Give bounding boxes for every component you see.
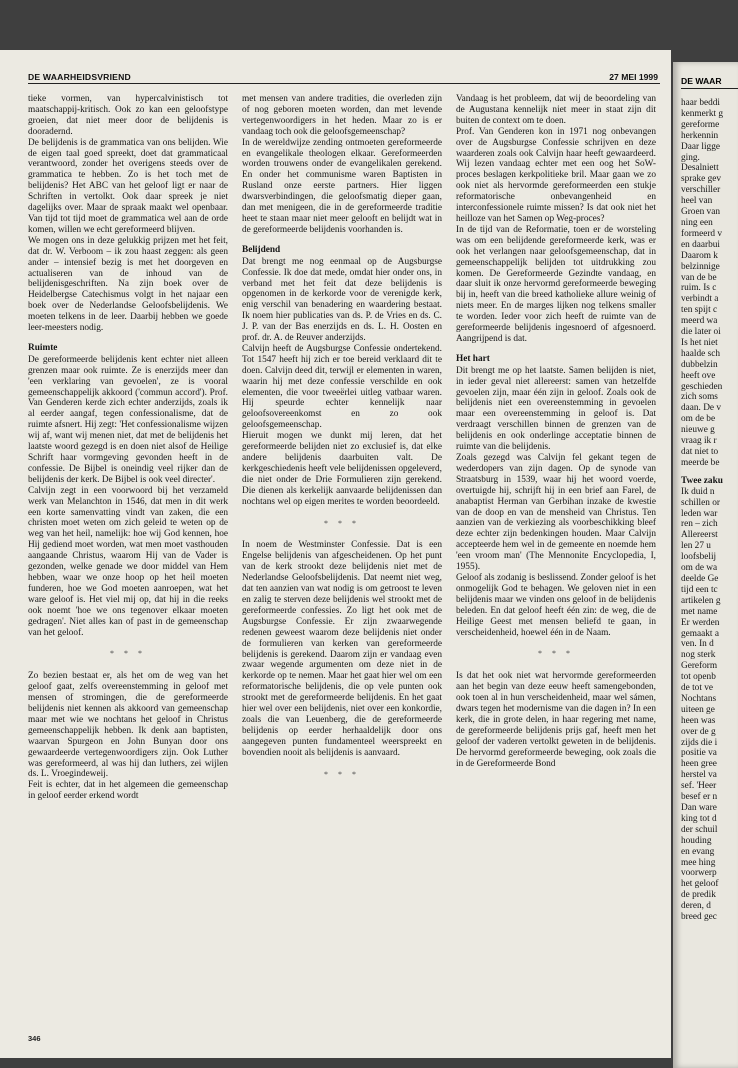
next-page-line: voorwerp	[681, 868, 717, 879]
next-page-line: uiteen ge	[681, 704, 715, 715]
next-page-line: Er werden	[681, 617, 720, 628]
next-page-line: Daarom k	[681, 250, 718, 261]
next-page-line: ren – zich	[681, 519, 718, 530]
paragraph: Vandaag is het probleem, dat wij de beoordeling van de Augustana kennelijk niet meer in staat zijn dit buiten de context om te doen.	[456, 94, 656, 126]
next-page-line: en daarbui	[681, 239, 720, 250]
next-page-line: en evang	[681, 846, 715, 857]
next-page-line: mee hing	[681, 857, 716, 868]
paragraph: Is dat het ook niet wat hervormde gereformeerden aan het begin van deze eeuw heeft samengebonden, ook toen al in hun verscheidenheid, maar wel sámen, dwars tegen het modernisme van die dagen in? In een kerk, die in grote delen, in haar regering met name, de gereformeerde belijdenis prijs gaf, heeft men het geloof der vaderen vertolkt geweten in de belijdenis. De hervormd gereformeerde beweging, ook zoals die in de Gereformeerde Bond	[456, 671, 656, 769]
next-page-line: die later oi	[681, 327, 721, 338]
next-page-line: Is het niet	[681, 337, 718, 348]
next-page-line: verschiller	[681, 185, 721, 196]
next-page-line: nog sterk	[681, 650, 716, 661]
next-page-line: verbindt a	[681, 294, 719, 305]
next-page-line: der schuil	[681, 824, 718, 835]
next-page-heading: Twee zaku	[681, 475, 723, 486]
next-page-line: positie va	[681, 748, 717, 759]
section-divider: * * *	[324, 518, 360, 528]
section-divider: * * *	[110, 649, 146, 659]
next-page-line: Desalniett	[681, 163, 719, 174]
next-page-line: om de be	[681, 414, 716, 425]
next-page-line: nieuwe g	[681, 425, 715, 436]
next-page-column	[681, 98, 738, 923]
next-page-line: haalde sch	[681, 348, 720, 359]
next-page-line: heen gree	[681, 759, 717, 770]
next-page-line: dat niet to	[681, 447, 719, 457]
next-page-line: heeft ove	[681, 370, 716, 381]
text-column-3	[456, 94, 656, 769]
next-page-line: king tot d	[681, 813, 717, 824]
next-page-line: vraag ik r	[681, 436, 717, 447]
next-page-line: artikelen g	[681, 595, 721, 606]
page-number: 346	[28, 1034, 41, 1043]
next-page-rule	[681, 88, 738, 89]
paragraph: In noem de Westminster Confessie. Dat is een Engelse belijdenis van afgescheidenen. Op het punt van de kerk strookt deze belijdenis niet met de Nederlandse Geloofsbelijdenis. Dat neemt niet weg, dat ten aanzien van wat nodig is om getroost te leven en zalig te sterven deze belijdenis wel strookt met de gereformeerde confessies. Zo ligt het ook met de Augsburgse Confessie. Er zijn zwaarwegende redenen geweest waarom deze belijdenis niet onder de formulieren van kerken van gereformeerde belijdenis is gerekend. Daarom zijn er vandaag even zwaar wegende argumenten om deze niet in de kerkorde op te nemen. Maar het gaat hier wel om een reformatorische belijdenis, die op vele punten ook strookt met de gereformeerde belijdenis. En het gaat hier wel over een belijdenis, niet over een konkordie, zoals die van Leuenberg, die de gereformeerde belijdenis op eerder herhaaldelijk door ons aangegeven punten fundamenteel weerspreekt en bovendien nooit als belijdenis is aanvaard.	[242, 540, 442, 758]
next-page-line: gemaakt a	[681, 628, 719, 639]
next-page-line: ging.	[681, 152, 700, 163]
paragraph: Feit is echter, dat in het algemeen die gemeenschap in geloof eerder erkend wordt	[28, 780, 228, 802]
next-page-line: Groen van	[681, 207, 720, 218]
next-page-line: heen was	[681, 715, 716, 726]
next-page-line: om de wa	[681, 563, 718, 574]
paragraph: met mensen van andere tradities, die overleden zijn of nog geboren moeten worden, dan met levende vertegenwoordigers in het heden. Maar zo is er vandaag toch ook die geloofsgemeenschap?	[242, 94, 442, 137]
paragraph: Zoals gezegd was Calvijn fel gekant tegen de wederdopers van zijn dagen. Op de synode van Straatsburg in 1539, waar hij het woord voerde, overtuigde hij, schrijft hij in een brief aan Farel, de anabaptist Herman van Gerbihan inzake de kwestie van de doop en van de mensheid van Christus. Ten aanzien van de verkiezing als voorbeschikking bleef deze echter zijn bedenkingen houden. Maar Calvijn accepteerde hem wel in de gemeente en noemde hem 'een vroom man' (The Mennonite Encyclopedia, I, 1955).	[456, 453, 656, 573]
next-page-line: Nochtans	[681, 693, 717, 704]
paragraph: Geloof als zodanig is beslissend. Zonder geloof is het onmogelijk God te behagen. We geloven niet in een belijdenis maar we vinden ons geloof in de belijdenis beleden. En dat geloof heeft één zin: de weg, die de Heilige Geest met mensen beliefd te gaan, in verscheidenheid, hoewel één in de Naam.	[456, 572, 656, 638]
next-page-line: meerde be	[681, 457, 720, 468]
next-page-line: zijds die i	[681, 737, 718, 748]
next-page-line: geschieden	[681, 381, 723, 392]
next-page-line: haar beddi	[681, 98, 720, 108]
next-page-line: daan. De v	[681, 403, 722, 414]
next-page-line: formeerd v	[681, 228, 723, 239]
paragraph: De belijdenis is de grammatica van ons belijden. Wie de eigen taal goed spreekt, doet dat grammaticaal verantwoord, zonder het overigens steeds over de grammatica te hebben. Zo is het toch met de belijdenis? Het ABC van het geloof ligt er naar de Schriften in vertolkt. Ook daar spreek je niet dagelijks over. Maar de spraak maakt wel openbaar. Van tijd tot tijd moet de grammatica wel aan de orde komen, willen we echt gereformeerd blijven.	[28, 137, 228, 235]
next-page-line: tot openb	[681, 672, 716, 683]
next-page-line: de predik	[681, 890, 716, 901]
next-page-line: van de be	[681, 272, 717, 283]
next-page-line: leden war	[681, 508, 718, 519]
next-page-line: schillen or	[681, 497, 720, 508]
paragraph: Hieruit mogen we dunkt mij leren, dat het gereformeerde belijden niet zo exclusief is, dat elke andere belijdenis daarbuiten valt. De kerkgeschiedenis heeft vele belijdenissen opgeleverd, die niet onder de Drie Formulieren zijn gerekend. Die dienen als kerkelijk aanvaarde belijdenissen dan nochtans wel op eigen merites te worden beoordeeld.	[242, 431, 442, 507]
issue-date: 27 MEI 1999	[609, 72, 658, 82]
next-page-line: deren, d	[681, 901, 711, 912]
next-page-line: breed gec	[681, 912, 717, 923]
next-page-line: ten spijt c	[681, 305, 718, 316]
next-page-line: kenmerkt g	[681, 108, 724, 119]
next-page-line: heel van	[681, 196, 713, 207]
section-heading: Belijdend	[242, 244, 281, 255]
paragraph: Dit brengt me op het laatste. Samen belijden is niet, in ieder geval niet allereerst: samen van hetzelfde gevoelen zijn, maar één zijn in geloof. Zoals ook de belijdenis niet een overeenstemming in gevoelen maar een overeenstemming in geloof is. Dat verdraagt verschillen binnen de grenzen van de belijdenis en ook onderlinge acceptatie binnen de ruimte van die belijdenis.	[456, 365, 656, 453]
next-page-line: houding	[681, 835, 712, 846]
next-page-line: loofsbelij	[681, 552, 717, 563]
next-page-line: belzinnige	[681, 261, 720, 272]
next-page-line: Dan ware	[681, 803, 717, 813]
next-page-edge	[673, 62, 738, 1068]
next-page-line: de tot ve	[681, 683, 714, 694]
publication-title: DE WAARHEIDSVRIEND	[28, 72, 131, 82]
section-heading: Ruimte	[28, 342, 58, 353]
next-page-line: len 27 u	[681, 541, 711, 552]
paragraph: In de wereldwijze zending ontmoeten gereformeerde en evangelikale theologen elkaar. Gereformeerden worden trouwens onder de evangelikalen gerekend. En onder het communisme waren Baptisten in Rusland onze eerste partners. Hier liggen dwarsverbindingen, die geloofsmatig dieper gaan, dan met menigeen, die in de gereformeerde traditie heet te staan maar niet meer gelooft en belijdt wat in de gereformeerde belijdenis voorhanden is.	[242, 137, 442, 235]
next-page-line: herkennin	[681, 130, 719, 141]
next-page-line: Allereerst	[681, 530, 718, 541]
next-page-line: Ik duid n	[681, 486, 715, 497]
next-page-line: sprake gev	[681, 174, 722, 185]
paragraph: De gereformeerde belijdenis kent echter niet alleen grenzen maar ook ruimte. Ze is enerzijds meer dan 'een verklaring van gevoelen', ze is vooral gemeenschappelijk akkoord ('commun accord'). Prof. Van Genderen kerde zich echter anderzijds, zoals ik al eerder aangaf, tegen confessionalisme, dat de ruimte afsnert. Hij zegt: 'Het confessionalisme wijzen wij af, want wij menen niet, dat met de belijdenis het laatste woord gezegd is en doen niet alsof de Heilige Schrift haar vormgeving gevonden heeft in de confessie. De Bijbel is oneindig veel rijker dan de belijdenis der kerk. De Bijbel is ook veel directer'.	[28, 354, 228, 485]
next-page-line: meerd wa	[681, 316, 718, 327]
next-page-line: zich soms	[681, 392, 718, 403]
header-rule	[28, 83, 660, 84]
paragraph: Zo bezien bestaat er, als het om de weg van het geloof gaat, zelfs overeenstemming in geloof met mensen of stromingen, die de gereformeerde belijdenis niet kennen als akkoord van gemeenschap maar met wie we nochtans het geloof in Christus gemeenschappelijk hebben. Ik denk aan baptisten, waarvan Spurgeon en John Bunyan door ons gewaardeerde vertegenwoordigers zijn. Ook Luther was gereformeerd, al was hij dan luthers, zei wijlen ds. L. Vroegindeweij.	[28, 671, 228, 780]
next-page-line: ven. In d	[681, 639, 714, 650]
next-page-line: sef. 'Heer	[681, 781, 717, 792]
paragraph: Dat brengt me nog eenmaal op de Augsburgse Confessie. Ik doe dat mede, omdat hier onder ons, in verband met het feit dat deze belijdenis is opgenomen in de kerkorde voor de verenigde kerk, enig verschil van benadering en waardering bestaat. Ik noem hier publicaties van ds. P. de Vries en ds. C. J. P. van der Bas enerzijds en ds. L. H. Oosten en prof. dr. A. de Reuver anderzijds.	[242, 256, 442, 344]
next-page-line: deelde Ge	[681, 573, 719, 584]
next-page-line: besef er n	[681, 792, 718, 803]
section-heading: Het hart	[456, 353, 490, 364]
next-page-line: met name	[681, 606, 718, 617]
paragraph: tieke vormen, van hypercalvinistisch tot maatschappij-kritisch. Ook zo kan een geloofstype groeien, dat niet meer door de belijdenis is dooradernd.	[28, 94, 228, 137]
section-divider: * * *	[324, 769, 360, 779]
paragraph: Prof. Van Genderen kon in 1971 nog onbevangen over de Augsburgse Confessie schrijven en deze waarderen zoals ook Calvijn haar heeft gewaardeerd. Wij lezen vandaag echter met een oog het SoW-proces beslagen kerkpolitieke bril. Maar gaan we zo ook niet als hervormde gereformeerden een stukje reformatorische onbevangenheid en interconfessionele ruimte missen? Is dat ook niet het heilloze van het Samen op Weg-proces?	[456, 126, 656, 224]
next-page-header: DE WAAR	[681, 76, 722, 86]
text-column-1	[28, 94, 228, 802]
next-page-line: ning een	[681, 217, 713, 228]
next-page-line: herstel va	[681, 770, 717, 781]
next-page-line: Daar ligge	[681, 141, 720, 152]
next-page-line: gereforme	[681, 119, 720, 130]
paragraph: Calvijn heeft de Augsburgse Confessie ondertekend. Tot 1547 heeft hij zich er toe bereid verklaard dit te doen. Calvijn deed dit, terwijl er elementen in waren, waarin hij met deze confessie verschilde en ook elementen, die voor tweeërlei uitleg vatbaar waren. Hij speurde echter kennelijk naar geloofsovereenkomst en zo ook geloofsgemeenschap.	[242, 343, 442, 431]
next-page-line: over de g	[681, 726, 716, 737]
next-page-line: tijd een tc	[681, 584, 718, 595]
paragraph: We mogen ons in deze gelukkig prijzen met het feit, dat dr. W. Verboom – ik zou haast zeggen: als geen ander – intensief bezig is met het doorgeven en actualiseren van de inhoud van de belijdenisgeschriften. Na zijn boek over de Heidelbergse Catechismus volgt in het najaar een boek over de Nederlandse Geloofsbelijdenis. We moeten telkens in de leer. Daarbij hebben we goede leer-meesters nodig.	[28, 235, 228, 334]
next-page-line: ruim. Is c	[681, 283, 717, 294]
text-column-2	[242, 94, 442, 791]
next-page-line: het geloof	[681, 879, 719, 890]
paragraph: In de tijd van de Reformatie, toen er de worsteling was om een belijdende gereformeerde kerk, was er ook het verlangen naar geloofsgemeenschap, dat in gemeenschappelijk belijden tot uitdrukking zou komen. De Gereformeerde Gezindte vandaag, en daar sluit ik onze hervormd gereformeerde beweging bij in, heeft van die breed katholieke allure weinig of niets meer. En de marges lijken nog telkens smaller te worden. Ieder voor zich heeft de ruimte van de gereformeerde belijdenis ingesnoerd of afgesnoerd. Aangrijpend is dat.	[456, 224, 656, 344]
next-page-line: dubbelzin	[681, 359, 718, 370]
section-divider: * * *	[538, 649, 574, 659]
paragraph: Calvijn zegt in een voorwoord bij het verzameld werk van Melanchton in 1546, dat men in dit werk een korte samenvatting vindt van zaken, die een christen moet weten om zich geleid te weten op de weg van het heil, namelijk: hoe wij God kennen, hoe Hij gediend moet worden, wat men moet vasthouden aangaande Christus, waarom Hij van de Vader is gezonden, welke genade we door middel van Hem hebben, waar we onze hoop op het heil moeten funderen, hoe we God moeten aanroepen, wat het ware geloof is. Het viel mij op, dat hij in die reeks ook noemt 'hoe we ons tegenover elkaar moeten gedragen'. Niet alles kan of past in de gemeenschap van het geloof.	[28, 485, 228, 638]
next-page-line: Gereform	[681, 661, 718, 672]
